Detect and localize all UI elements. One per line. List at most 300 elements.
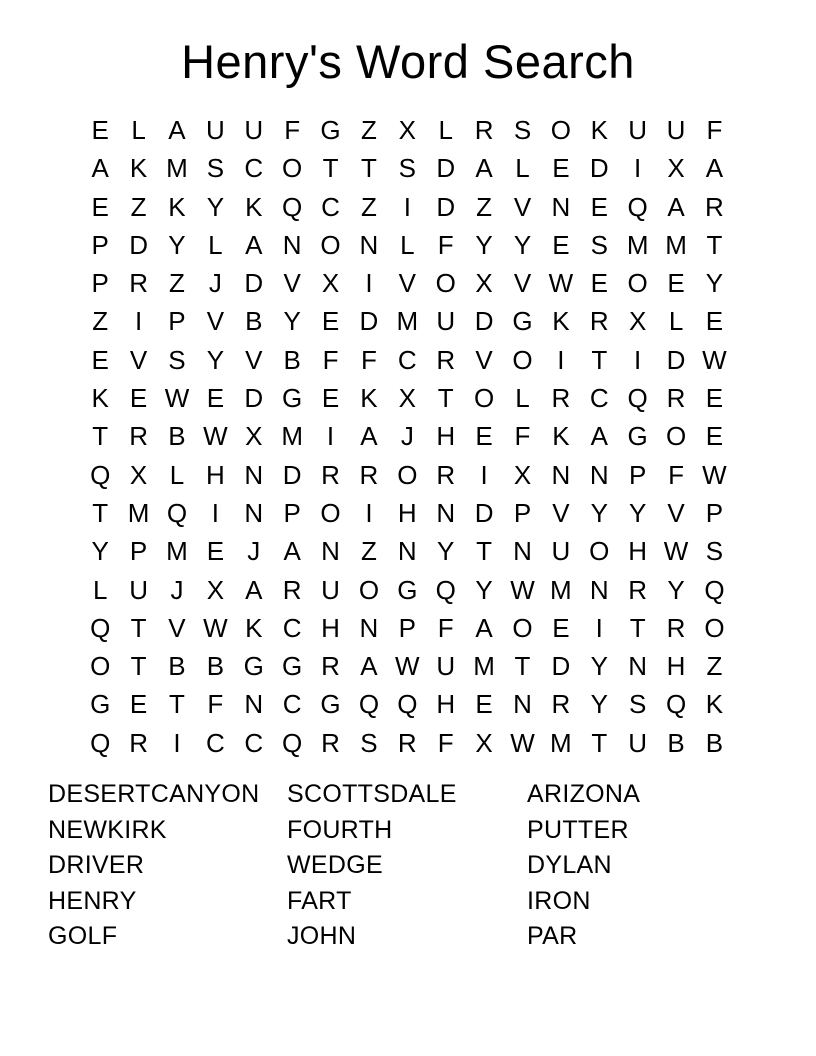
grid-letter: D: [244, 268, 264, 299]
grid-letter: M: [550, 727, 572, 758]
grid-letter: F: [514, 421, 531, 452]
grid-letter: E: [705, 306, 724, 337]
grid-letter: U: [628, 727, 648, 758]
grid-letter: A: [360, 651, 378, 682]
grid-letter: M: [473, 651, 495, 682]
grid-letter: N: [321, 536, 340, 567]
grid-letter: G: [90, 689, 111, 720]
grid-letter: D: [666, 344, 686, 375]
grid-letter: E: [590, 191, 608, 222]
grid-letter: R: [129, 421, 148, 452]
grid-letter: C: [205, 727, 225, 758]
grid-letter: T: [476, 536, 493, 567]
grid-letter: R: [666, 383, 686, 414]
word-item: ARIZONA: [527, 780, 641, 808]
grid-row: [81, 341, 734, 379]
grid-letter: U: [205, 115, 225, 145]
grid-letter: P: [283, 497, 301, 528]
grid-row: [81, 532, 734, 570]
grid-letter: A: [283, 536, 301, 567]
grid-letter: A: [245, 574, 263, 605]
grid-letter: I: [634, 344, 642, 375]
grid-letter: I: [403, 191, 411, 222]
grid-letter: Z: [706, 651, 723, 682]
grid-row: [81, 685, 734, 723]
grid-letter: A: [360, 421, 378, 452]
grid-letter: P: [168, 306, 186, 337]
grid-letter: K: [245, 612, 263, 643]
grid-letter: V: [475, 344, 493, 375]
grid-letter: G: [320, 689, 341, 720]
grid-letter: V: [513, 191, 532, 222]
grid-letter: X: [398, 383, 416, 414]
grid-row: [81, 188, 734, 226]
grid-letter: F: [437, 612, 454, 643]
grid-letter: E: [129, 689, 148, 720]
word-item: PAR: [527, 922, 578, 951]
grid-letter: J: [400, 421, 414, 452]
grid-letter: D: [436, 153, 456, 184]
grid-letter: R: [666, 612, 686, 643]
grid-letter: C: [589, 383, 609, 414]
grid-letter: K: [552, 421, 570, 452]
grid-letter: U: [628, 115, 648, 145]
grid-letter: C: [282, 689, 302, 720]
grid-letter: H: [666, 651, 686, 682]
grid-letter: M: [166, 536, 188, 567]
grid-row: [81, 417, 734, 455]
grid-letter: K: [245, 191, 263, 222]
grid-letter: V: [168, 612, 186, 643]
grid-letter: L: [438, 115, 453, 145]
word-item: JOHN: [287, 922, 357, 951]
grid-letter: D: [359, 306, 379, 337]
grid-letter: Q: [627, 191, 648, 222]
grid-letter: F: [668, 459, 684, 490]
grid-letter: R: [474, 115, 494, 145]
grid-letter: H: [397, 497, 417, 528]
grid-letter: T: [92, 497, 109, 528]
grid-letter: E: [590, 268, 608, 299]
grid-letter: E: [91, 344, 109, 375]
grid-row: [81, 379, 734, 417]
grid-letter: W: [203, 612, 228, 643]
grid-letter: U: [129, 574, 148, 605]
grid-letter: D: [244, 383, 264, 414]
grid-letter: P: [628, 459, 647, 490]
grid-row: [81, 264, 734, 302]
word-item: DYLAN: [527, 851, 612, 880]
grid-letter: A: [667, 191, 685, 222]
grid-letter: H: [205, 459, 225, 490]
grid-letter: E: [667, 268, 685, 299]
grid-letter: Y: [628, 497, 647, 528]
grid-letter: D: [551, 651, 571, 682]
word-item: HENRY: [48, 886, 137, 915]
grid-letter: X: [628, 306, 647, 337]
grid-letter: T: [437, 383, 454, 414]
grid-letter: G: [627, 421, 648, 452]
page-title: Henry's Word Search: [181, 35, 635, 88]
grid-letter: R: [359, 459, 379, 490]
grid-letter: B: [168, 651, 186, 682]
grid-letter: O: [550, 115, 571, 145]
grid-letter: R: [436, 344, 456, 375]
grid-letter: A: [168, 115, 186, 145]
grid-letter: P: [91, 268, 109, 299]
grid-letter: I: [211, 497, 219, 528]
grid-letter: S: [628, 689, 647, 720]
grid-letter: H: [436, 689, 456, 720]
grid-letter: Q: [282, 191, 303, 222]
grid-letter: E: [705, 383, 724, 414]
grid-letter: M: [281, 421, 303, 452]
grid-letter: O: [435, 268, 456, 299]
grid-letter: X: [245, 421, 263, 452]
grid-letter: Z: [169, 268, 185, 299]
grid-letter: O: [589, 536, 610, 567]
grid-letter: M: [396, 306, 419, 337]
grid-letter: L: [131, 115, 146, 145]
grid-letter: X: [321, 268, 340, 299]
grid-letter: T: [130, 651, 147, 682]
grid-letter: L: [400, 229, 415, 260]
grid-letter: Y: [206, 344, 225, 375]
grid-letter: E: [321, 383, 340, 414]
grid-letter: Y: [590, 689, 608, 720]
grid-letter: C: [282, 612, 302, 643]
grid-letter: Y: [283, 306, 301, 337]
word-item: DRIVER: [48, 851, 145, 880]
grid-letter: E: [91, 191, 109, 222]
grid-row: [81, 111, 734, 149]
grid-letter: L: [92, 574, 108, 605]
grid-letter: F: [207, 689, 224, 720]
word-item: FART: [287, 886, 352, 915]
grid-letter: D: [589, 153, 609, 184]
grid-letter: G: [282, 651, 303, 682]
grid-letter: G: [512, 306, 533, 337]
grid-letter: R: [321, 651, 340, 682]
grid-letter: Z: [130, 191, 147, 222]
grid-letter: S: [705, 536, 724, 567]
grid-letter: W: [663, 536, 689, 567]
grid-letter: Y: [705, 268, 724, 299]
grid-letter: B: [705, 727, 724, 758]
grid-row: [81, 724, 734, 762]
grid-letter: S: [590, 229, 608, 260]
grid-letter: F: [437, 727, 454, 758]
grid-letter: E: [321, 306, 340, 337]
grid-letter: E: [206, 383, 225, 414]
grid-letter: R: [705, 191, 724, 222]
grid-letter: Q: [665, 689, 687, 720]
grid-letter: H: [436, 421, 456, 452]
grid-letter: D: [474, 306, 494, 337]
grid-letter: F: [284, 115, 301, 145]
grid-letter: B: [206, 651, 225, 682]
grid-letter: S: [360, 727, 378, 758]
grid-letter: Q: [90, 727, 111, 758]
grid-letter: W: [164, 383, 190, 414]
grid-letter: T: [706, 229, 723, 260]
grid-letter: F: [706, 115, 723, 145]
grid-letter: Q: [704, 574, 725, 605]
grid-letter: I: [173, 727, 181, 758]
grid-letter: R: [282, 574, 302, 605]
grid-letter: E: [206, 536, 225, 567]
grid-letter: M: [665, 229, 687, 260]
grid-letter: K: [705, 689, 724, 720]
grid-letter: M: [166, 153, 188, 184]
grid-letter: N: [436, 497, 456, 528]
grid-letter: U: [551, 536, 571, 567]
grid-letter: B: [168, 421, 186, 452]
grid-letter: T: [591, 344, 608, 375]
grid-letter: Y: [513, 229, 532, 260]
grid-letter: I: [595, 612, 603, 643]
grid-letter: W: [702, 344, 727, 375]
grid-letter: K: [129, 153, 148, 184]
grid-letter: T: [92, 421, 109, 452]
grid-letter: T: [629, 612, 646, 643]
grid-letter: B: [245, 306, 263, 337]
grid-letter: A: [91, 153, 109, 184]
word-list-column: [287, 777, 527, 955]
word-list-column: [527, 777, 767, 955]
grid-letter: W: [510, 727, 535, 758]
grid-letter: O: [512, 612, 533, 643]
grid-letter: G: [243, 651, 264, 682]
grid-letter: L: [169, 459, 185, 490]
grid-letter: V: [667, 497, 685, 528]
grid-letter: R: [436, 459, 456, 490]
word-item: SCOTTSDALE: [287, 780, 457, 808]
grid-row: [81, 571, 734, 609]
grid-letter: N: [551, 459, 571, 490]
grid-letter: N: [628, 651, 648, 682]
grid-letter: Y: [91, 536, 109, 567]
grid-letter: H: [321, 612, 340, 643]
grid-letter: I: [365, 268, 373, 299]
grid-letter: L: [208, 229, 223, 260]
grid-letter: X: [475, 268, 493, 299]
grid-letter: V: [206, 306, 225, 337]
grid-letter: D: [129, 229, 148, 260]
grid-letter: V: [552, 497, 570, 528]
grid-letter: G: [320, 115, 341, 145]
grid-letter: R: [551, 383, 571, 414]
grid-letter: I: [480, 459, 488, 490]
grid-letter: O: [397, 459, 418, 490]
grid-row: [81, 494, 734, 532]
grid-letter: X: [398, 115, 416, 145]
grid-letter: R: [589, 306, 609, 337]
grid-letter: Y: [590, 497, 608, 528]
grid-letter: E: [475, 689, 493, 720]
grid-letter: T: [130, 612, 147, 643]
grid-letter: T: [591, 727, 608, 758]
word-list-column: [48, 777, 287, 955]
grid-letter: N: [244, 497, 264, 528]
grid-letter: I: [326, 421, 335, 452]
grid-letter: L: [668, 306, 684, 337]
grid-letter: F: [322, 344, 339, 375]
grid-letter: F: [360, 344, 377, 375]
grid-letter: O: [473, 383, 495, 414]
grid-letter: N: [589, 574, 609, 605]
grid-letter: X: [206, 574, 225, 605]
grid-letter: T: [360, 153, 377, 184]
grid-letter: E: [705, 421, 724, 452]
grid-letter: V: [245, 344, 263, 375]
grid-letter: K: [91, 383, 109, 414]
grid-letter: W: [395, 651, 420, 682]
grid-letter: N: [282, 229, 302, 260]
grid-letter: O: [90, 651, 111, 682]
grid-letter: Q: [282, 727, 303, 758]
grid-letter: O: [282, 153, 303, 184]
grid-letter: C: [397, 344, 417, 375]
grid-letter: N: [513, 536, 532, 567]
grid-letter: P: [705, 497, 724, 528]
grid-letter: P: [513, 497, 532, 528]
grid-letter: Q: [627, 383, 648, 414]
grid-letter: J: [208, 268, 222, 299]
grid-letter: V: [283, 268, 301, 299]
grid-row: [81, 302, 734, 340]
grid-row: [81, 149, 734, 187]
grid-letter: E: [552, 229, 570, 260]
word-item: PUTTER: [527, 815, 629, 844]
grid-letter: W: [548, 268, 574, 299]
grid-letter: N: [359, 612, 379, 643]
grid-letter: O: [512, 344, 533, 375]
grid-letter: X: [513, 459, 532, 490]
grid-letter: T: [169, 689, 185, 720]
grid-letter: K: [552, 306, 570, 337]
word-item: FOURTH: [287, 815, 393, 844]
grid-letter: X: [475, 727, 493, 758]
grid-letter: N: [397, 536, 417, 567]
grid-letter: N: [359, 229, 379, 260]
grid-letter: R: [321, 459, 340, 490]
grid-letter: E: [129, 383, 148, 414]
grid-letter: I: [365, 497, 373, 528]
grid-letter: Z: [92, 306, 109, 337]
grid-row: [81, 609, 734, 647]
grid-letter: C: [244, 727, 264, 758]
grid-letter: N: [551, 191, 571, 222]
grid-letter: H: [628, 536, 648, 567]
grid-letter: Q: [166, 497, 188, 528]
grid-letter: A: [475, 612, 493, 643]
grid-letter: R: [129, 727, 148, 758]
grid-letter: J: [170, 574, 184, 605]
word-item: GOLF: [48, 922, 118, 951]
grid-letter: N: [244, 689, 264, 720]
word-item: IRON: [527, 886, 591, 915]
grid-letter: Q: [397, 689, 418, 720]
grid-letter: Z: [360, 115, 377, 145]
grid-letter: J: [247, 536, 261, 567]
grid-letter: D: [436, 191, 456, 222]
grid-letter: R: [628, 574, 648, 605]
grid-letter: Y: [206, 191, 225, 222]
grid-letter: E: [552, 612, 570, 643]
grid-letter: S: [206, 153, 225, 184]
grid-letter: Z: [360, 191, 377, 222]
grid-letter: K: [360, 383, 378, 414]
grid-letter: Z: [360, 536, 377, 567]
grid-letter: X: [667, 153, 685, 184]
grid-letter: O: [665, 421, 687, 452]
grid-letter: W: [203, 421, 228, 452]
grid-letter: Y: [475, 229, 493, 260]
grid-letter: Y: [590, 651, 608, 682]
grid-letter: Y: [667, 574, 685, 605]
grid-letter: F: [437, 229, 454, 260]
grid-letter: Y: [475, 574, 493, 605]
grid-letter: D: [474, 497, 494, 528]
grid-letter: U: [436, 306, 456, 337]
grid-letter: N: [244, 459, 264, 490]
grid-letter: Q: [358, 689, 380, 720]
grid-letter: R: [397, 727, 417, 758]
grid-letter: D: [282, 459, 302, 490]
word-list: [48, 777, 767, 955]
grid-letter: P: [129, 536, 148, 567]
grid-letter: A: [590, 421, 608, 452]
grid-letter: U: [244, 115, 264, 145]
grid-letter: R: [321, 727, 340, 758]
grid-letter: C: [244, 153, 264, 184]
word-item: WEDGE: [287, 851, 383, 880]
grid-letter: Q: [435, 574, 456, 605]
grid-letter: V: [129, 344, 148, 375]
grid-letter: W: [510, 574, 535, 605]
grid-letter: U: [666, 115, 686, 145]
grid-letter: O: [627, 268, 648, 299]
grid-letter: A: [705, 153, 724, 184]
grid-letter: O: [320, 497, 341, 528]
grid-letter: O: [320, 229, 341, 260]
grid-letter: S: [513, 115, 532, 145]
grid-letter: O: [358, 574, 380, 605]
grid-letter: E: [552, 153, 570, 184]
grid-row: [81, 456, 734, 494]
grid-letter: S: [398, 153, 416, 184]
grid-letter: I: [557, 344, 565, 375]
grid-letter: I: [134, 306, 143, 337]
grid-letter: Y: [168, 229, 186, 260]
grid-letter: O: [704, 612, 725, 643]
grid-letter: Q: [90, 459, 111, 490]
grid-letter: B: [667, 727, 685, 758]
grid-letter: B: [283, 344, 301, 375]
grid-letter: G: [282, 383, 303, 414]
grid-letter: T: [322, 153, 339, 184]
grid-letter: U: [321, 574, 340, 605]
grid-letter: L: [515, 153, 530, 184]
grid-row: [81, 647, 734, 685]
grid-letter: P: [398, 612, 416, 643]
grid-letter: N: [513, 689, 532, 720]
grid-letter: E: [475, 421, 493, 452]
grid-letter: M: [626, 229, 649, 260]
grid-letter: K: [590, 115, 608, 145]
grid-letter: C: [321, 191, 340, 222]
